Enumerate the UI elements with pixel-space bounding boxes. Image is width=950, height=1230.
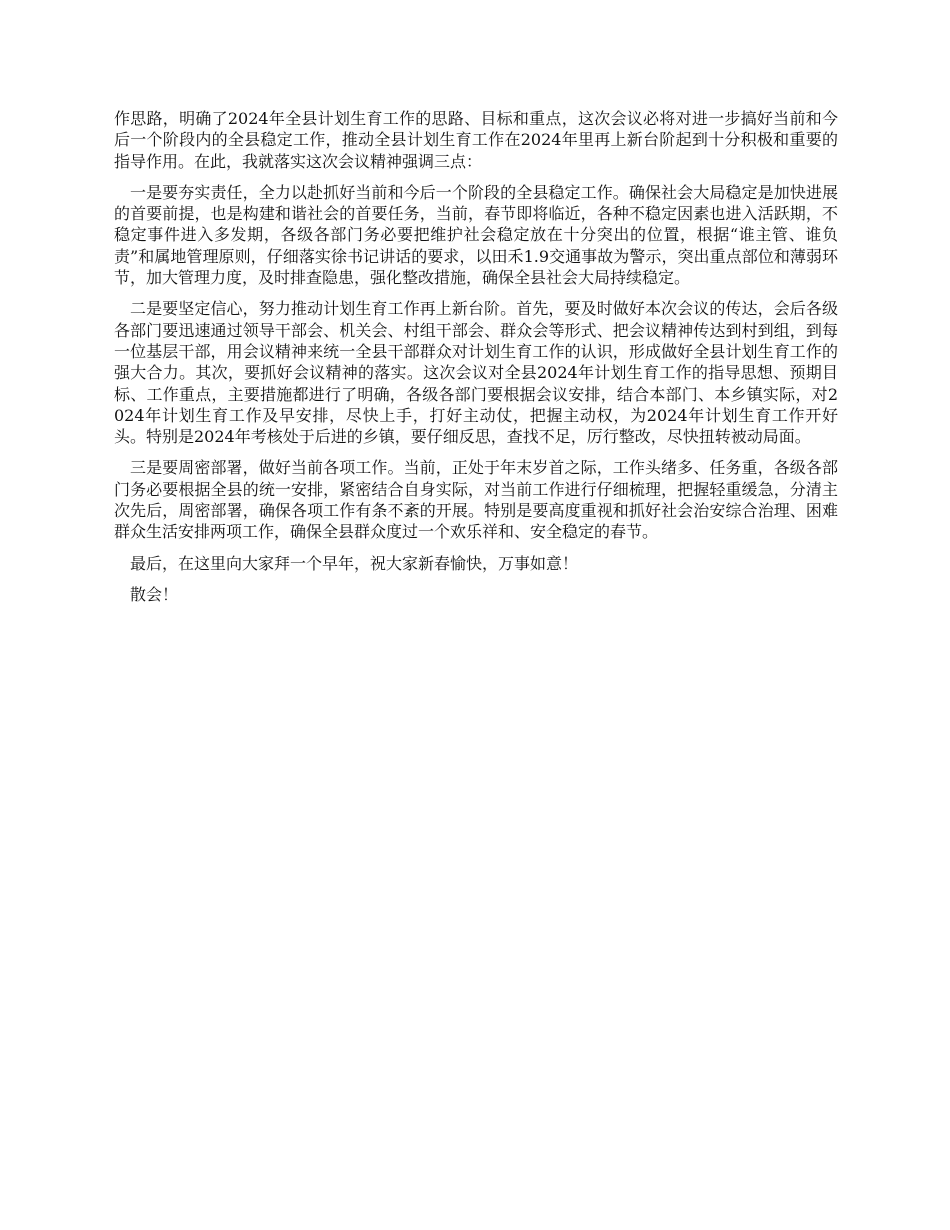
paragraph-point-two: 二是要坚定信心，努力推动计划生育工作再上新台阶。首先，要及时做好本次会议的传达，会后各级各部门要迅速通过领导干部会、机关会、村组干部会、群众会等形式、把会议精神传达到村到组，到每一位基层干部，用会议精神来统一全县干部群众对计划生育工作的认识，形成做好全县计划生育工作的强大合力。其次，要抓好会议精神的落实。这次会议对全县2024年计划生育工作的指导思想、预期目标、工作重点，主要措施都进行了明确，各级各部门要根据会议安排，结合本部门、本乡镇实际，对2024年计划生育工作及早安排，尽快上手，打好主动仗，把握主动权，为2024年计划生育工作开好头。特别是2024年考核处于后进的乡镇，要仔细反思，查找不足，厉行整改，尽快扭转被动局面。 <box>114 299 838 447</box>
paragraph-adjourn: 散会！ <box>130 584 179 604</box>
document-page <box>114 108 838 615</box>
paragraph-point-one: 一是要夯实责任，全力以赴抓好当前和今后一个阶段的全县稳定工作。确保社会大局稳定是加快进展的首要前提，也是构建和谐社会的首要任务，当前，春节即将临近，各种不稳定因素也进入活跃期，不稳定事件进入多发期，各级各部门务必要把维护社会稳定放在十分突出的位置，根据“谁主管、谁负责”和属地管理原则，仔细落实徐书记讲话的要求，以田禾1.9交通事故为警示，突出重点部位和薄弱环节，加大管理力度，及时排查隐患，强化整改措施，确保全县社会大局持续稳定。 <box>114 182 838 288</box>
paragraph-intro: 作思路，明确了2024年全县计划生育工作的思路、目标和重点，这次会议必将对进一步搞好当前和今后一个阶段内的全县稳定工作，推动全县计划生育工作在2024年里再上新台阶起到十分积极和重要的指导作用。在此，我就落实这次会议精神强调三点： <box>114 109 838 171</box>
paragraph-closing: 最后，在这里向大家拜一个早年，祝大家新春愉快，万事如意！ <box>130 553 579 573</box>
paragraph-point-three: 三是要周密部署，做好当前各项工作。当前，正处于年末岁首之际，工作头绪多、任务重，各级各部门务必要根据全县的统一安排，紧密结合自身实际，对当前工作进行仔细梳理，把握轻重缓急，分清主次先后，周密部署，确保各项工作有条不紊的开展。特别是要高度重视和抓好社会治安综合治理、困难群众生活安排两项工作，确保全县群众度过一个欢乐祥和、安全稳定的春节。 <box>114 458 838 542</box>
